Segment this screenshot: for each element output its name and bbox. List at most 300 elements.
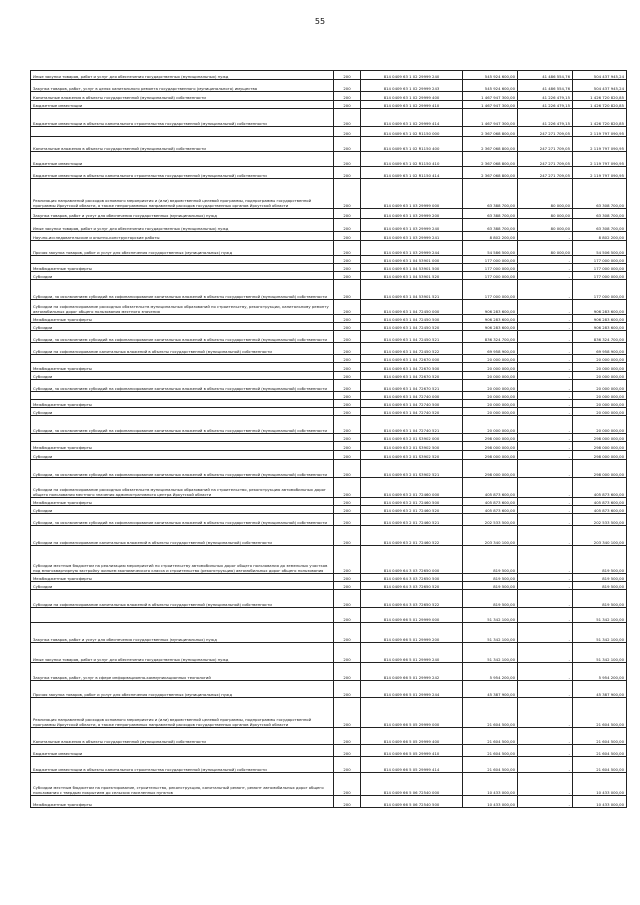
executed-amount: - [518, 643, 573, 663]
executed-amount: - [518, 264, 573, 272]
line-code: 200 [334, 681, 361, 698]
table-row [31, 400, 627, 408]
row-description: Научно-исследовательские и опытно-конструкторские работы [31, 232, 334, 241]
budget-classification-code: 814 0409 63 1 03 29999 200 [361, 209, 463, 219]
approved-amount: 51 342 100,00 [463, 623, 518, 643]
budget-classification-code: 814 0409 63 2 01 72460 000 [361, 478, 463, 498]
row-description: Закупка товаров, работ и услуг для обеспечения государственных (муниципальных) нужд [31, 209, 334, 219]
approved-amount: 10 433 000,00 [463, 773, 518, 796]
approved-amount: 819 500,00 [463, 582, 518, 590]
table-row [31, 392, 627, 400]
executed-amount: - [518, 546, 573, 574]
table-row [31, 372, 627, 380]
approved-amount: 5 954 200,00 [463, 663, 518, 681]
unexecuted-amount: 20 000 000,00 [573, 408, 627, 416]
unexecuted-amount: 177 000 000,00 [573, 272, 627, 280]
executed-amount: - [518, 331, 573, 343]
approved-amount: 906 283 600,00 [463, 300, 518, 315]
approved-amount: 20 000 000,00 [463, 372, 518, 380]
executed-amount: - [518, 582, 573, 590]
table-row [31, 582, 627, 590]
unexecuted-amount: 5 954 200,00 [573, 663, 627, 681]
table-row [31, 623, 627, 643]
row-description: Субсидии на софинансирование расходных обязательств муниципальных образований по строительству, реконструкции, капитальному ремонту автомобильных дорог общего пользования местного значения [31, 300, 334, 315]
row-description [31, 608, 334, 623]
unexecuted-amount: 8 802 200,00 [573, 232, 627, 241]
executed-amount: 247 271 709,05 [518, 167, 573, 179]
table-row [31, 728, 627, 745]
line-code: 200 [334, 460, 361, 478]
table-row [31, 167, 627, 179]
budget-classification-code: 814 0409 66 5 01 29999 244 [361, 681, 463, 698]
row-description: Субсидии, за исключением субсидий на софинансирование капитальных вложений в объекты государственной (муниципальной) собственности [31, 280, 334, 300]
line-code: 200 [334, 300, 361, 315]
row-description [31, 434, 334, 442]
line-code: 200 [334, 582, 361, 590]
row-description: Прочая закупка товаров, работ и услуг для обеспечения государственных (муниципальных) нужд [31, 681, 334, 698]
budget-classification-code: 814 0409 63 1 02 29999 400 [361, 92, 463, 101]
row-description [31, 127, 334, 137]
line-code: 200 [334, 514, 361, 526]
row-description: Капитальные вложения в объекты государственной (муниципальной) собственности [31, 728, 334, 745]
budget-classification-code: 814 0409 63 1 03 29999 241 [361, 232, 463, 241]
approved-amount: 51 342 100,00 [463, 643, 518, 663]
executed-amount: - [518, 400, 573, 408]
approved-amount: 8 802 200,00 [463, 232, 518, 241]
line-code: 200 [334, 92, 361, 101]
table-row [31, 478, 627, 498]
approved-amount: 51 342 100,00 [463, 608, 518, 623]
row-description: Субсидии, за исключением субсидий на софинансирование капитальных вложений в объекты государственной (муниципальной) собственности [31, 331, 334, 343]
executed-amount: - [518, 442, 573, 451]
unexecuted-amount: 20 000 000,00 [573, 380, 627, 392]
unexecuted-amount: 45 387 900,00 [573, 681, 627, 698]
budget-classification-code: 814 0409 63 1 04 72450 000 [361, 300, 463, 315]
unexecuted-amount: 20 000 000,00 [573, 355, 627, 363]
executed-amount: - [518, 608, 573, 623]
unexecuted-amount: 63 308 700,00 [573, 209, 627, 219]
unexecuted-amount: 177 000 000,00 [573, 264, 627, 272]
table-row [31, 451, 627, 460]
approved-amount: 177 000 000,00 [463, 264, 518, 272]
line-code: 200 [334, 137, 361, 152]
line-code: 200 [334, 574, 361, 582]
line-code: 200 [334, 546, 361, 574]
table-row [31, 608, 627, 623]
row-description: Субсидии, за исключением субсидий на софинансирование капитальных вложений в объекты государственной (муниципальной) собственности [31, 460, 334, 478]
approved-amount: 69 958 900,00 [463, 343, 518, 355]
line-code: 200 [334, 219, 361, 232]
line-code: 200 [334, 408, 361, 416]
approved-amount: 405 873 600,00 [463, 478, 518, 498]
row-description: Субсидии [31, 372, 334, 380]
approved-amount: 405 873 600,00 [463, 506, 518, 514]
unexecuted-amount: 1 426 720 820,85 [573, 109, 627, 127]
unexecuted-amount: 405 873 600,00 [573, 506, 627, 514]
line-code: 200 [334, 380, 361, 392]
budget-classification-code: 814 0409 63 1 04 53901 520 [361, 272, 463, 280]
table-row [31, 434, 627, 442]
line-code: 200 [334, 623, 361, 643]
budget-classification-code: 814 0409 63 1 04 72670 521 [361, 380, 463, 392]
line-code: 200 [334, 264, 361, 272]
approved-amount: 298 000 000,00 [463, 434, 518, 442]
table-row [31, 92, 627, 101]
executed-amount: - [518, 460, 573, 478]
unexecuted-amount: 20 000 000,00 [573, 363, 627, 372]
budget-classification-code: 814 0409 63 2 01 S3902 500 [361, 442, 463, 451]
table-row [31, 280, 627, 300]
approved-amount: 177 000 000,00 [463, 280, 518, 300]
row-description: Иные закупки товаров, работ и услуг для обеспечения государственных (муниципальных) нужд [31, 219, 334, 232]
table-row [31, 355, 627, 363]
table-row [31, 363, 627, 372]
line-code: 200 [334, 478, 361, 498]
approved-amount: 2 367 068 800,00 [463, 167, 518, 179]
line-code: 200 [334, 71, 361, 80]
unexecuted-amount: 51 342 100,00 [573, 608, 627, 623]
budget-classification-code: 814 0409 63 1 02 29999 240 [361, 71, 463, 80]
table-row [31, 264, 627, 272]
executed-amount: - [518, 232, 573, 241]
row-description: Субсидии на софинансирование капитальных вложений в объекты государственной (муниципальной) собственности [31, 526, 334, 546]
table-row [31, 80, 627, 92]
budget-classification-code: 814 0409 66 5 05 29999 414 [361, 757, 463, 773]
approved-amount: 20 000 000,00 [463, 380, 518, 392]
table-row [31, 331, 627, 343]
table-row [31, 152, 627, 167]
approved-amount: 1 467 947 300,00 [463, 92, 518, 101]
budget-classification-code: 814 0409 63 1 04 72450 500 [361, 315, 463, 323]
line-code: 200 [334, 526, 361, 546]
unexecuted-amount: 298 000 000,00 [573, 451, 627, 460]
budget-classification-code: 814 0409 63 2 01 72460 522 [361, 526, 463, 546]
table-row [31, 315, 627, 323]
executed-amount: 247 271 709,05 [518, 137, 573, 152]
row-description [31, 256, 334, 264]
approved-amount: 54 586 500,00 [463, 241, 518, 256]
executed-amount: - [518, 300, 573, 315]
row-description: Бюджетные инвестиции [31, 152, 334, 167]
line-code: 200 [334, 757, 361, 773]
row-description: Субсидии местным бюджетам на реализацию мероприятий по строительству автомобильных дорог общего пользования до земельных участков под многоквартирную застройку жильем экономического класса и строительство (реконструкцию) автомобильных дорог общего пользования [31, 546, 334, 574]
unexecuted-amount: 63 308 700,00 [573, 179, 627, 209]
table-row [31, 101, 627, 109]
unexecuted-amount: 21 604 500,00 [573, 757, 627, 773]
unexecuted-amount: 21 604 500,00 [573, 698, 627, 728]
unexecuted-amount: 2 119 797 090,95 [573, 137, 627, 152]
approved-amount: 63 388 700,00 [463, 219, 518, 232]
executed-amount: - [518, 514, 573, 526]
executed-amount: 41 226 479,15 [518, 101, 573, 109]
approved-amount: 545 924 600,00 [463, 71, 518, 80]
line-code: 200 [334, 498, 361, 506]
approved-amount: 203 340 100,00 [463, 526, 518, 546]
row-description: Субсидии, за исключением субсидий на софинансирование капитальных вложений в объекты государственной (муниципальной) собственности [31, 514, 334, 526]
budget-classification-code: 814 0409 63 1 04 72740 000 [361, 392, 463, 400]
table-row [31, 698, 627, 728]
executed-amount: - [518, 416, 573, 434]
row-description: Прочая закупка товаров, работ и услуг для обеспечения государственных (муниципальных) нужд [31, 241, 334, 256]
approved-amount: 545 924 600,00 [463, 80, 518, 92]
approved-amount: 1 467 947 300,00 [463, 109, 518, 127]
executed-amount: - [518, 280, 573, 300]
executed-amount: - [518, 363, 573, 372]
approved-amount: 298 000 000,00 [463, 460, 518, 478]
line-code: 200 [334, 608, 361, 623]
row-description: Межбюджетные трансферты [31, 363, 334, 372]
unexecuted-amount: 203 340 100,00 [573, 526, 627, 546]
executed-amount: - [518, 728, 573, 745]
approved-amount: 20 000 000,00 [463, 355, 518, 363]
unexecuted-amount: 504 437 945,24 [573, 71, 627, 80]
row-description: Субсидии [31, 272, 334, 280]
budget-classification-code: 814 0409 64 3 03 72650 000 [361, 546, 463, 574]
budget-classification-code: 814 0409 63 2 01 72460 500 [361, 498, 463, 506]
budget-classification-code: 814 0409 63 1 04 72740 521 [361, 416, 463, 434]
line-code: 200 [334, 355, 361, 363]
budget-classification-code: 814 0409 63 1 04 72450 522 [361, 343, 463, 355]
line-code: 200 [334, 152, 361, 167]
approved-amount: 202 533 500,00 [463, 514, 518, 526]
table-row [31, 460, 627, 478]
line-code: 200 [334, 232, 361, 241]
row-description: Субсидии, за исключением субсидий на софинансирование капитальных вложений в объекты государственной (муниципальной) собственности [31, 380, 334, 392]
row-description: Субсидии [31, 582, 334, 590]
approved-amount: 21 604 500,00 [463, 757, 518, 773]
unexecuted-amount: 405 873 600,00 [573, 478, 627, 498]
unexecuted-amount: 504 437 945,24 [573, 80, 627, 92]
table-row [31, 300, 627, 315]
row-description: Закупка товаров, работ, услуг в сфере информационно-коммуникационных технологий [31, 663, 334, 681]
executed-amount: 80 000,00 [518, 179, 573, 209]
table-row [31, 773, 627, 796]
row-description: Капитальные вложения в объекты государственной (муниципальной) собственности [31, 137, 334, 152]
approved-amount: 21 604 500,00 [463, 698, 518, 728]
row-description: Межбюджетные трансферты [31, 574, 334, 582]
executed-amount: - [518, 498, 573, 506]
unexecuted-amount: 2 119 797 090,95 [573, 167, 627, 179]
executed-amount: - [518, 451, 573, 460]
approved-amount: 20 000 000,00 [463, 363, 518, 372]
unexecuted-amount: 51 342 100,00 [573, 623, 627, 643]
budget-classification-code: 814 0409 63 1 04 72450 520 [361, 323, 463, 331]
table-row [31, 323, 627, 331]
executed-amount: - [518, 526, 573, 546]
line-code: 200 [334, 434, 361, 442]
unexecuted-amount: 819 500,00 [573, 574, 627, 582]
line-code: 200 [334, 127, 361, 137]
unexecuted-amount: 819 500,00 [573, 590, 627, 608]
approved-amount: 20 000 000,00 [463, 408, 518, 416]
line-code: 200 [334, 343, 361, 355]
unexecuted-amount: 906 283 600,00 [573, 315, 627, 323]
table-row [31, 71, 627, 80]
line-code: 200 [334, 109, 361, 127]
approved-amount: 906 283 600,00 [463, 315, 518, 323]
executed-amount: - [518, 380, 573, 392]
budget-classification-code: 814 0409 66 5 05 29999 400 [361, 728, 463, 745]
line-code: 200 [334, 698, 361, 728]
table-row [31, 408, 627, 416]
unexecuted-amount: 69 958 900,00 [573, 343, 627, 355]
approved-amount: 1 467 947 300,00 [463, 101, 518, 109]
executed-amount: - [518, 623, 573, 643]
table-row [31, 745, 627, 757]
table-row [31, 232, 627, 241]
unexecuted-amount: 298 000 000,00 [573, 442, 627, 451]
unexecuted-amount: 21 604 500,00 [573, 728, 627, 745]
row-description: Бюджетные инвестиции в объекты капитального строительства государственной (муниципальной) собственности [31, 109, 334, 127]
budget-classification-code: 814 0409 66 5 01 29999 000 [361, 608, 463, 623]
unexecuted-amount: 298 000 000,00 [573, 434, 627, 442]
unexecuted-amount: 21 604 500,00 [573, 745, 627, 757]
line-code: 200 [334, 506, 361, 514]
approved-amount: 21 604 500,00 [463, 745, 518, 757]
executed-amount: - [518, 745, 573, 757]
budget-classification-code: 814 0409 63 1 04 72670 000 [361, 355, 463, 363]
budget-classification-code: 814 0409 63 1 04 72670 520 [361, 372, 463, 380]
budget-table-body [31, 71, 627, 808]
budget-classification-code: 814 0409 63 1 03 29999 244 [361, 241, 463, 256]
approved-amount: 819 500,00 [463, 546, 518, 574]
approved-amount: 298 000 000,00 [463, 442, 518, 451]
unexecuted-amount: 20 000 000,00 [573, 372, 627, 380]
table-row [31, 109, 627, 127]
executed-amount: 247 271 709,05 [518, 152, 573, 167]
unexecuted-amount: 54 506 500,00 [573, 241, 627, 256]
row-description: Субсидии [31, 451, 334, 460]
line-code: 200 [334, 280, 361, 300]
executed-amount: - [518, 478, 573, 498]
row-description: Субсидии [31, 506, 334, 514]
unexecuted-amount: 10 433 000,00 [573, 796, 627, 808]
budget-classification-code: 814 0409 63 1 02 R1150 400 [361, 137, 463, 152]
executed-amount: - [518, 315, 573, 323]
line-code: 200 [334, 416, 361, 434]
executed-amount: - [518, 796, 573, 808]
row-description: Иные закупки товаров, работ и услуг для обеспечения государственных (муниципальных) нужд [31, 643, 334, 663]
table-row [31, 514, 627, 526]
unexecuted-amount: 819 500,00 [573, 546, 627, 574]
executed-amount: - [518, 272, 573, 280]
row-description: Межбюджетные трансферты [31, 442, 334, 451]
row-description: Бюджетные инвестиции [31, 101, 334, 109]
executed-amount: 41 486 554,76 [518, 71, 573, 80]
line-code: 200 [334, 363, 361, 372]
table-row [31, 343, 627, 355]
executed-amount: - [518, 323, 573, 331]
table-row [31, 643, 627, 663]
line-code: 200 [334, 80, 361, 92]
executed-amount: - [518, 408, 573, 416]
executed-amount: - [518, 773, 573, 796]
row-description: Субсидии на софинансирование расходных обязательств муниципальных образований на строительство, реконструкцию автомобильных дорог общего пользования местного значения административного центра Иркутской области [31, 478, 334, 498]
executed-amount: 80 000,00 [518, 209, 573, 219]
unexecuted-amount: 405 873 600,00 [573, 498, 627, 506]
budget-classification-code: 814 0409 63 1 04 53901 521 [361, 280, 463, 300]
table-row [31, 137, 627, 152]
budget-classification-code: 814 0409 63 2 01 72460 520 [361, 506, 463, 514]
executed-amount: - [518, 434, 573, 442]
unexecuted-amount: 819 500,00 [573, 582, 627, 590]
table-row [31, 590, 627, 608]
line-code: 200 [334, 372, 361, 380]
table-row [31, 574, 627, 582]
budget-classification-code: 814 0409 63 1 04 72740 500 [361, 400, 463, 408]
executed-amount: 41 486 554,76 [518, 80, 573, 92]
row-description: Реализация направлений расходов основного мероприятия и (или) ведомственной целевой программы, подпрограммы государственной программы Иркутской области, а также непрограммных направлений расходов государственных органов Иркутской области [31, 179, 334, 209]
line-code: 200 [334, 663, 361, 681]
unexecuted-amount: 10 433 000,00 [573, 773, 627, 796]
executed-amount: - [518, 506, 573, 514]
row-description: Межбюджетные трансферты [31, 498, 334, 506]
approved-amount: 819 500,00 [463, 590, 518, 608]
line-code: 200 [334, 331, 361, 343]
table-row [31, 219, 627, 232]
table-row [31, 127, 627, 137]
line-code: 200 [334, 179, 361, 209]
executed-amount: - [518, 663, 573, 681]
row-description: Субсидии на софинансирование капитальных вложений в объекты государственной (муниципальной) собственности [31, 590, 334, 608]
line-code: 200 [334, 315, 361, 323]
table-row [31, 256, 627, 264]
budget-classification-code: 814 0409 63 2 01 S3902 520 [361, 451, 463, 460]
unexecuted-amount: 1 426 720 820,85 [573, 92, 627, 101]
approved-amount: 63 388 700,00 [463, 209, 518, 219]
budget-classification-code: 814 0409 63 1 02 29999 410 [361, 101, 463, 109]
line-code: 200 [334, 773, 361, 796]
budget-classification-code: 814 0409 66 5 05 29999 410 [361, 745, 463, 757]
line-code: 200 [334, 241, 361, 256]
budget-classification-code: 814 0409 63 1 04 72670 500 [361, 363, 463, 372]
budget-classification-code: 814 0409 63 1 02 R1150 414 [361, 167, 463, 179]
executed-amount: - [518, 343, 573, 355]
budget-classification-code: 814 0409 66 5 01 29999 200 [361, 623, 463, 643]
executed-amount: 80 000,00 [518, 219, 573, 232]
approved-amount: 836 324 700,00 [463, 331, 518, 343]
budget-classification-code: 814 0409 63 1 04 72450 521 [361, 331, 463, 343]
budget-classification-code: 814 0409 64 3 03 72650 500 [361, 574, 463, 582]
executed-amount: - [518, 757, 573, 773]
row-description: Субсидии, за исключением субсидий на софинансирование капитальных вложений в объекты государственной (муниципальной) собственности [31, 416, 334, 434]
unexecuted-amount: 177 000 000,00 [573, 256, 627, 264]
budget-classification-code: 814 0409 66 5 05 29999 000 [361, 698, 463, 728]
table-row [31, 241, 627, 256]
table-row [31, 681, 627, 698]
executed-amount: - [518, 681, 573, 698]
approved-amount: 2 367 068 800,00 [463, 127, 518, 137]
budget-classification-code: 814 0409 63 1 04 72740 520 [361, 408, 463, 416]
line-code: 200 [334, 101, 361, 109]
unexecuted-amount: 51 342 100,00 [573, 643, 627, 663]
budget-classification-code: 814 0409 63 2 01 72460 521 [361, 514, 463, 526]
unexecuted-amount: 20 000 000,00 [573, 392, 627, 400]
unexecuted-amount: 836 324 700,00 [573, 331, 627, 343]
line-code: 200 [334, 209, 361, 219]
budget-classification-code: 814 0409 63 2 01 S3902 000 [361, 434, 463, 442]
line-code: 200 [334, 728, 361, 745]
line-code: 200 [334, 272, 361, 280]
budget-classification-code: 814 0409 63 1 02 29999 243 [361, 80, 463, 92]
unexecuted-amount: 906 283 600,00 [573, 300, 627, 315]
approved-amount: 63 388 700,00 [463, 179, 518, 209]
line-code: 200 [334, 256, 361, 264]
row-description [31, 355, 334, 363]
row-description: Закупка товаров, работ и услуг для обеспечения государственных (муниципальных) нужд [31, 623, 334, 643]
budget-classification-code: 814 0409 63 1 04 53901 500 [361, 264, 463, 272]
budget-classification-code: 814 0409 64 3 03 72650 520 [361, 582, 463, 590]
